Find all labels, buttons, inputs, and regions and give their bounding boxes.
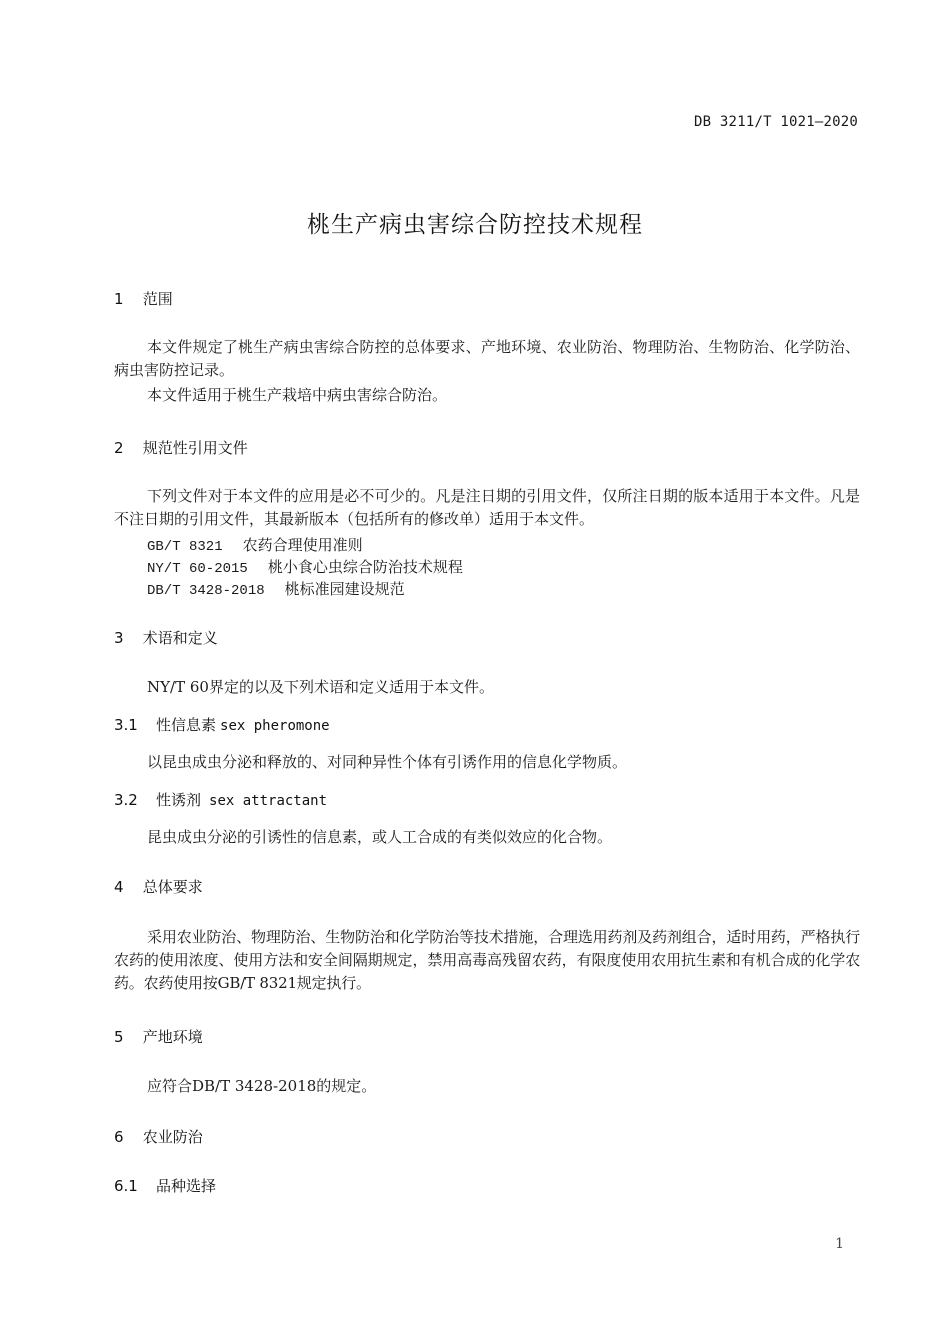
section-heading-general-requirements: [114, 876, 203, 897]
reference-item: [147, 556, 463, 577]
term-number: 3.1: [114, 716, 138, 734]
page-number: 1: [835, 1236, 844, 1252]
section-title: 范围: [142, 290, 173, 308]
section-number: 3: [114, 629, 124, 647]
section-title: 总体要求: [142, 878, 203, 896]
paragraph: 本文件适用于桃生产栽培中病虫害综合防治。: [147, 386, 448, 404]
term-zh: 性诱剂: [156, 791, 202, 809]
section-title: 术语和定义: [142, 629, 218, 647]
paragraph: 采用农业防治、物理防治、生物防治和化学防治等技术措施，合理选用药剂及药剂组合，适时用药，严格执行农药的使用浓度、使用方法和安全间隔期规定，禁用高毒高残留农药，有限度使用农用抗生素和有机合成的化学农药。农药使用按GB/T 8321规定执行。: [114, 928, 860, 992]
reference-title: 桃标准园建设规范: [284, 580, 405, 598]
section-heading-normative-references: [114, 437, 248, 458]
paragraph: 下列文件对于本文件的应用是必不可少的。凡是注日期的引用文件，仅所注日期的版本适用于本文件。凡是不注日期的引用文件，其最新版本（包括所有的修改单）适用于本文件。: [114, 487, 860, 528]
term-en: sex pheromone: [220, 718, 330, 734]
term-heading-sex-pheromone: [114, 714, 330, 735]
term-definition: 以昆虫成虫分泌和释放的、对同种异性个体有引诱作用的信息化学物质。: [147, 753, 628, 771]
term-number: 3.2: [114, 791, 138, 809]
page-title: 桃生产病虫害综合防控技术规程: [307, 212, 643, 238]
paragraph: 应符合DB/T 3428-2018的规定。: [147, 1077, 377, 1095]
term-heading-sex-attractant: [114, 789, 327, 810]
document-number: DB 3211/T 1021—2020: [694, 114, 858, 130]
section-number: 6: [114, 1128, 124, 1146]
section-title: 农业防治: [142, 1128, 203, 1146]
reference-item: [147, 578, 405, 599]
term-definition: 昆虫成虫分泌的引诱性的信息素，或人工合成的有类似效应的化合物。: [147, 828, 613, 846]
subsection-title: 品种选择: [156, 1177, 217, 1195]
reference-title: 农药合理使用准则: [242, 536, 363, 554]
section-heading-production-environment: [114, 1026, 203, 1047]
paragraph: 本文件规定了桃生产病虫害综合防控的总体要求、产地环境、农业防治、物理防治、生物防治、化学防治、病虫害防控记录。: [114, 338, 860, 379]
section-title: 规范性引用文件: [142, 439, 248, 457]
section-number: 2: [114, 439, 124, 457]
reference-code: DB/T 3428-2018: [147, 583, 265, 599]
section-heading-scope: [114, 288, 173, 309]
reference-item: [147, 534, 363, 555]
term-en: sex attractant: [209, 793, 328, 809]
reference-code: GB/T 8321: [147, 539, 223, 555]
section-heading-agricultural-control: [114, 1126, 203, 1147]
section-number: 1: [114, 290, 124, 308]
section-heading-terms: [114, 627, 218, 648]
subsection-number: 6.1: [114, 1177, 138, 1195]
section-number: 5: [114, 1028, 124, 1046]
subsection-heading-variety-selection: [114, 1175, 216, 1196]
reference-title: 桃小食心虫综合防治技术规程: [267, 558, 463, 576]
reference-code: NY/T 60-2015: [147, 561, 248, 577]
term-zh: 性信息素: [156, 716, 217, 734]
paragraph: NY/T 60界定的以及下列术语和定义适用于本文件。: [147, 678, 494, 696]
section-number: 4: [114, 878, 124, 896]
section-title: 产地环境: [142, 1028, 203, 1046]
